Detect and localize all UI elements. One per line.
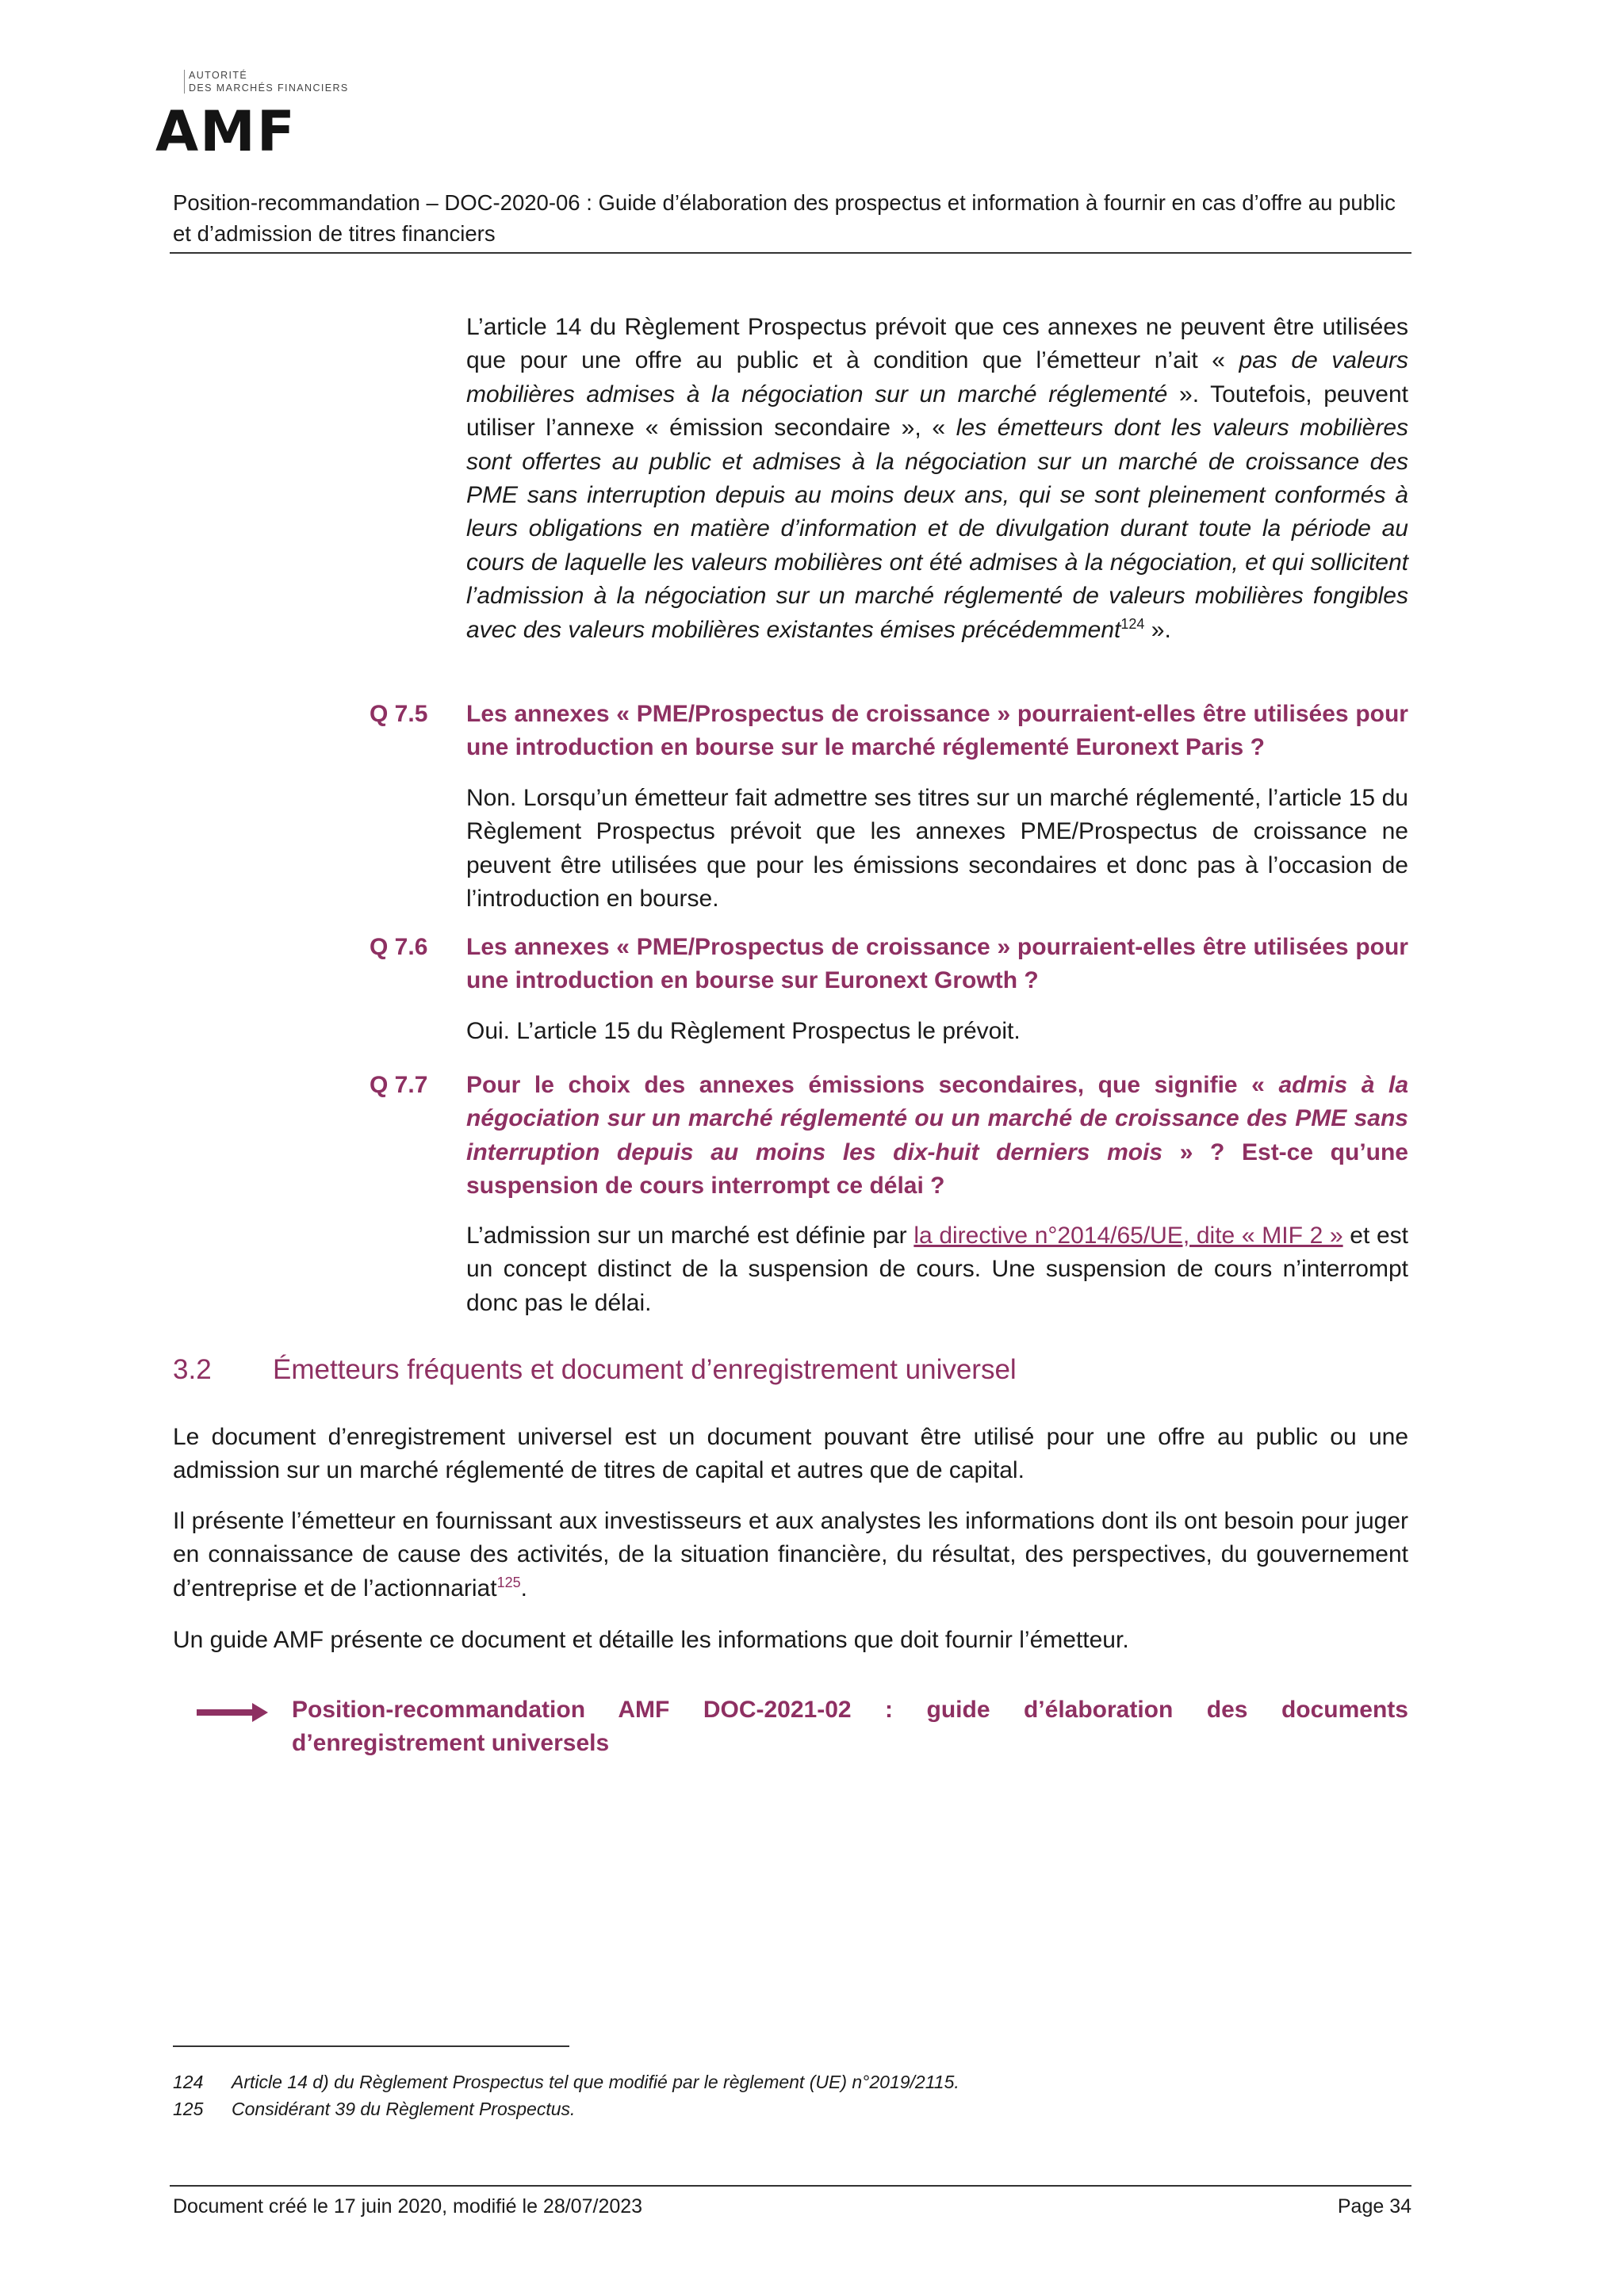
- answer-text: [466, 1219, 1408, 1320]
- question-number: Q 7.6: [370, 934, 428, 960]
- footer-page-number: Page 34: [1337, 2195, 1411, 2218]
- answer-text-part-1: L’admission sur un marché est définie par: [466, 1223, 914, 1249]
- footnote-text: Considérant 39 du Règlement Prospectus.: [232, 2099, 576, 2119]
- section-paragraph-2-end: .: [520, 1575, 527, 1601]
- question-number: Q 7.5: [370, 701, 428, 727]
- section-title: Émetteurs fréquents et document d’enregistrement universel: [273, 1354, 1017, 1385]
- footnote-ref-124[interactable]: 124: [1120, 615, 1145, 632]
- mif2-directive-link[interactable]: la directive n°2014/65/UE, dite « MIF 2 »: [914, 1223, 1343, 1249]
- answer-text: Non. Lorsqu’un émetteur fait admettre ses titres sur un marché réglementé, l’article 15 du Règlement Prospectus prévoit que les annexes PME/Prospectus de croissance ne peuvent être utilisées que pour les émissions secondaires et donc pas à l’occasion de l’introduction en bourse.: [466, 785, 1408, 913]
- reference-guide-link[interactable]: Position-recommandation AMF DOC-2021-02 : guide d’élaboration des documents d’enregistrement universels: [292, 1697, 1408, 1757]
- question-text: Les annexes « PME/Prospectus de croissance » pourraient-elles être utilisées pour une introduction en bourse sur le marché réglementé Euronext Paris ?: [466, 701, 1408, 761]
- question-text: Les annexes « PME/Prospectus de croissance » pourraient-elles être utilisées pour une introduction en bourse sur Euronext Growth ?: [466, 934, 1408, 994]
- intro-text-1: L’article 14 du Règlement Prospectus prévoit que ces annexes ne peuvent être utilisées que pour une offre au public et à condition que l’émetteur n’ait «: [466, 314, 1408, 374]
- question-text: [466, 1069, 1408, 1203]
- footer-divider: [170, 2185, 1411, 2187]
- footnote-divider: [173, 2045, 569, 2047]
- footnote-text: Article 14 d) du Règlement Prospectus tel que modifié par le règlement (UE) n°2019/2115.: [232, 2072, 959, 2092]
- answer-text-part-2: et est un concept distinct de la suspension de cours. Une suspension de cours n’interrompt donc pas le délai.: [466, 1223, 1408, 1316]
- intro-text-2: ». Toutefois, peuvent utiliser l’annexe « émission secondaire », «: [466, 381, 1408, 442]
- question-text-part-2: » ? Est-ce qu’une suspension de cours interrompt ce délai ?: [466, 1138, 1408, 1200]
- intro-quote-2: les émetteurs dont les valeurs mobilières sont offertes au public et admises à la négociation sur un marché de croissance des PME sans interruption depuis au moins deux ans, qui se sont pleinement conformés à leurs obligations en matière d’information et de divulgation durant toute la période au cours de laquelle les valeurs mobilières ont été admises à la négociation, et qui sollicitent l’admission à la négociation sur un marché réglementé de valeurs mobilières fongibles avec des valeurs mobilières existantes émises précédemment: [466, 415, 1409, 643]
- footer-document-date: Document créé le 17 juin 2020, modifié le 28/07/2023: [173, 2195, 643, 2218]
- section-number: 3.2: [173, 1354, 212, 1385]
- amf-logo: [155, 68, 363, 163]
- arrow-right-icon: [197, 1703, 268, 1722]
- logo-mark: AMF: [155, 99, 297, 164]
- footnote-ref-125[interactable]: 125: [496, 1574, 521, 1590]
- logo-divider: [184, 70, 185, 94]
- section-paragraph-2: [173, 1505, 1408, 1605]
- question-quote: admis à la négociation sur un marché réglementé ou un marché de croissance des PME sans interruption depuis au moins les dix-huit derniers mois: [466, 1072, 1408, 1165]
- footnote-number: 125: [173, 2099, 204, 2119]
- intro-paragraph: [466, 311, 1408, 647]
- answer-text: Oui. L’article 15 du Règlement Prospectus le prévoit.: [466, 1018, 1021, 1044]
- logo-line-2: DES MARCHÉS FINANCIERS: [189, 82, 349, 94]
- header-divider: [170, 252, 1411, 254]
- section-paragraph-2-text: Il présente l’émetteur en fournissant aux investisseurs et aux analystes les informations dont ils ont besoin pour juger en connaissance de cause des activités, de la situation financière, du résultat, des perspectives, du gouvernement d’entreprise et de l’actionnariat: [173, 1508, 1408, 1601]
- document-header-title: Position-recommandation – DOC-2020-06 : Guide d’élaboration des prospectus et information à fournir en cas d’offre au public et d’admission de titres financiers: [173, 190, 1396, 246]
- question-text-part-1: Pour le choix des annexes émissions secondaires, que signifie «: [466, 1072, 1279, 1098]
- section-paragraph-1: Le document d’enregistrement universel est un document pouvant être utilisé pour une offre au public ou une admission sur un marché réglementé de titres de capital et autres que de capital.: [173, 1424, 1408, 1484]
- section-paragraph-3: Un guide AMF présente ce document et détaille les informations que doit fournir l’émetteur.: [173, 1627, 1129, 1653]
- intro-text-3: ».: [1144, 616, 1171, 643]
- footnote-number: 124: [173, 2072, 204, 2092]
- logo-line-1: AUTORITÉ: [189, 70, 248, 81]
- intro-quote-1: pas de valeurs mobilières admises à la négociation sur un marché réglementé: [466, 347, 1408, 408]
- question-number: Q 7.7: [370, 1072, 428, 1098]
